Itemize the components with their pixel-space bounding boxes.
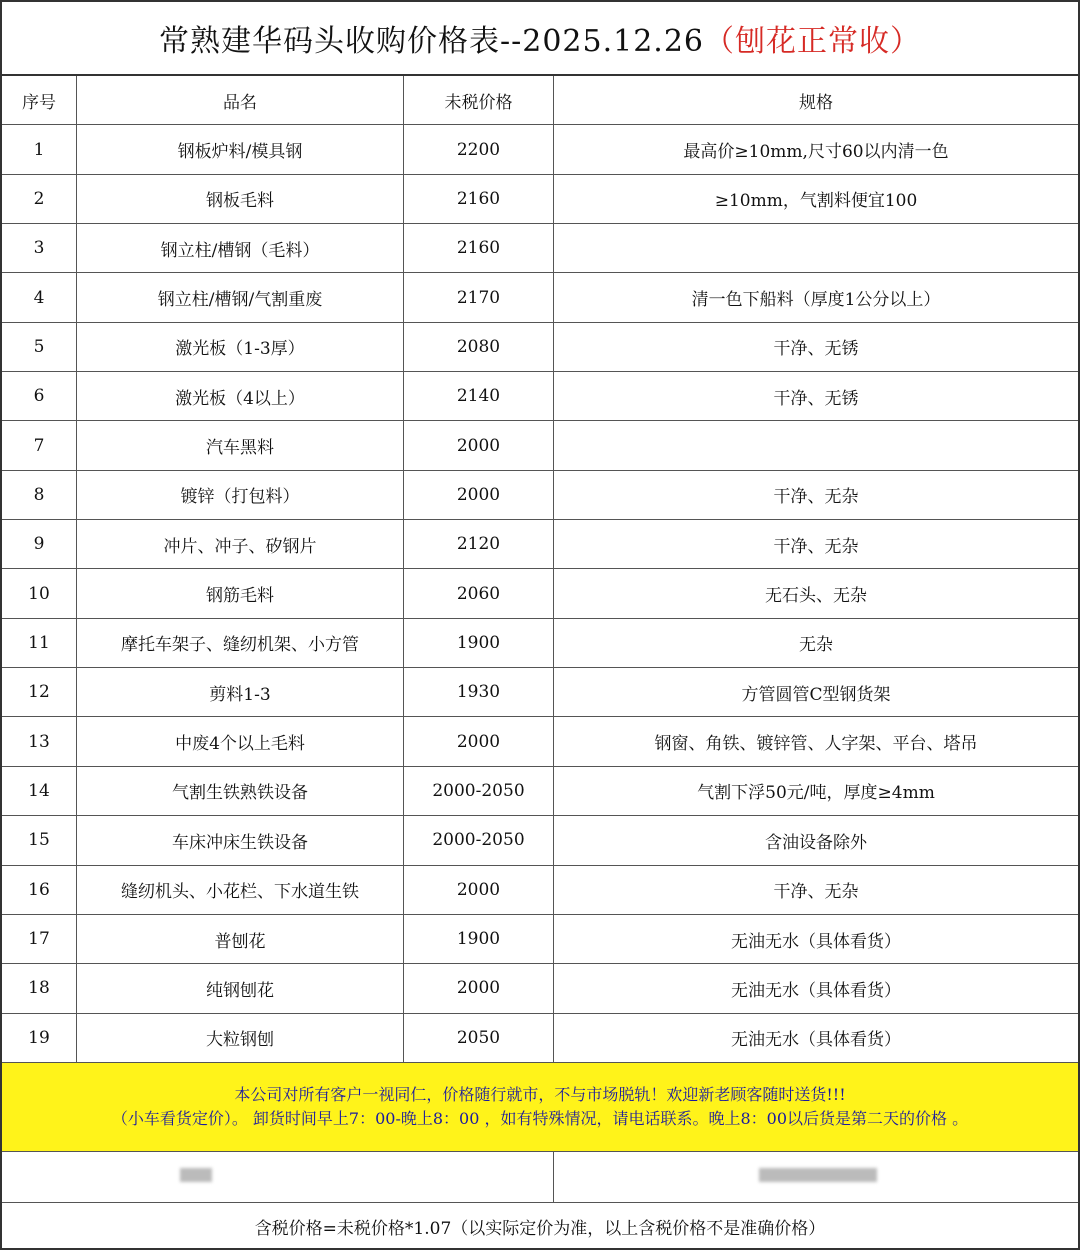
row-price: 2000: [404, 471, 554, 519]
row-price: 2050: [404, 1014, 554, 1062]
row-price: 2200: [404, 125, 554, 173]
table-row: [2, 421, 1078, 470]
row-spec: ≥10mm，气割料便宜100: [714, 191, 918, 212]
row-no: 5: [2, 323, 77, 371]
row-no: 7: [2, 421, 77, 469]
row-spec: 清一色下船料（厚度1公分以上）: [691, 290, 941, 311]
row-name: 摩托车架子、缝纫机架、小方管: [77, 619, 404, 667]
row-no: 11: [2, 619, 77, 667]
table-row: [2, 323, 1078, 372]
row-name: 钢立柱/槽钢/气割重废: [77, 273, 404, 321]
row-spec: 干净、无锈: [773, 388, 859, 409]
table-row: [2, 471, 1078, 520]
row-name: 汽车黑料: [77, 421, 404, 469]
table-row: [2, 717, 1078, 766]
row-price: 2140: [404, 372, 554, 420]
row-no: 13: [2, 717, 77, 765]
row-name: 纯钢刨花: [77, 964, 404, 1012]
notice-banner: [2, 1063, 1078, 1152]
row-name: 镀锌（打包料）: [77, 471, 404, 519]
row-spec: 含油设备除外: [765, 832, 867, 853]
row-name: 大粒钢刨: [77, 1014, 404, 1062]
table-row: [2, 619, 1078, 668]
table-header: [2, 76, 1078, 125]
title-main: 常熟建华码头收购价格表--2025.12.26: [158, 24, 705, 59]
row-no: 9: [2, 520, 77, 568]
table-row: [2, 915, 1078, 964]
contact-left: [2, 1152, 554, 1202]
row-spec: 无油无水（具体看货）: [731, 931, 901, 952]
table-row: [2, 520, 1078, 569]
row-name: 钢筋毛料: [77, 569, 404, 617]
row-name: 气割生铁熟铁设备: [77, 767, 404, 815]
row-name: 缝纫机头、小花栏、下水道生铁: [77, 866, 404, 914]
table-body: [2, 125, 1078, 1063]
row-spec: 无油无水（具体看货）: [731, 1030, 901, 1051]
row-name: 钢板炉料/模具钢: [77, 125, 404, 173]
table-row: [2, 1014, 1078, 1063]
table-row: [2, 175, 1078, 224]
row-price: 2160: [404, 224, 554, 272]
row-spec: 方管圆管C型钢货架: [741, 684, 891, 705]
row-spec: 干净、无锈: [773, 339, 859, 360]
row-spec: 干净、无杂: [773, 882, 859, 903]
row-name: 钢板毛料: [77, 175, 404, 223]
row-no: 6: [2, 372, 77, 420]
header-price: 未税价格: [404, 76, 554, 124]
table-row: [2, 125, 1078, 174]
table-row: [2, 372, 1078, 421]
row-spec: 气割下浮50元/吨，厚度≥4mm: [697, 783, 935, 804]
tax-note: 含税价格=未税价格*1.07（以实际定价为准，以上含税价格不是准确价格）: [254, 1219, 826, 1240]
page-title: [2, 2, 1078, 76]
title-note: （刨花正常收）: [704, 24, 922, 59]
row-price: 2000: [404, 866, 554, 914]
table-row: [2, 767, 1078, 816]
header-no: 序号: [2, 76, 77, 124]
row-spec: 钢窗、角铁、镀锌管、人字架、平台、塔吊: [654, 734, 978, 755]
contact-right: [554, 1152, 1078, 1202]
row-no: 3: [2, 224, 77, 272]
row-no: 16: [2, 866, 77, 914]
row-no: 12: [2, 668, 77, 716]
contact-row: [2, 1152, 1078, 1203]
row-no: 8: [2, 471, 77, 519]
row-price: 2000: [404, 964, 554, 1012]
row-no: 17: [2, 915, 77, 963]
row-no: 10: [2, 569, 77, 617]
table-row: [2, 224, 1078, 273]
header-spec: 规格: [799, 92, 833, 113]
table-row: [2, 964, 1078, 1013]
redacted-contact-left: [180, 1168, 212, 1182]
row-no: 18: [2, 964, 77, 1012]
row-price: 2080: [404, 323, 554, 371]
row-price: 2000-2050: [404, 816, 554, 864]
row-price: 2000: [404, 717, 554, 765]
row-spec: [554, 224, 1078, 272]
row-spec: [554, 421, 1078, 469]
row-price: 1900: [404, 915, 554, 963]
row-spec: 无杂: [799, 635, 833, 656]
row-price: 2000-2050: [404, 767, 554, 815]
row-name: 剪料1-3: [77, 668, 404, 716]
row-spec: 干净、无杂: [773, 487, 859, 508]
table-row: [2, 273, 1078, 322]
row-no: 4: [2, 273, 77, 321]
table-row: [2, 866, 1078, 915]
row-name: 激光板（4以上）: [77, 372, 404, 420]
notice-line-2: （小车看货定价）。 卸货时间早上7：00-晚上8：00 ，如有特殊情况，请电话联系。晚上8：00以后货是第二天的价格 。: [111, 1108, 969, 1128]
row-name: 钢立柱/槽钢（毛料）: [77, 224, 404, 272]
row-spec: 无石头、无杂: [765, 586, 867, 607]
row-price: 2120: [404, 520, 554, 568]
table-row: [2, 816, 1078, 865]
row-name: 普刨花: [77, 915, 404, 963]
row-price: 2060: [404, 569, 554, 617]
redacted-contact-right: [759, 1168, 877, 1182]
notice-line-1: 本公司对所有客户一视同仁，价格随行就市，不与市场脱轨！欢迎新老顾客随时送货!!!: [234, 1084, 846, 1104]
row-name: 中废4个以上毛料: [77, 717, 404, 765]
row-spec: 干净、无杂: [773, 536, 859, 557]
row-name: 车床冲床生铁设备: [77, 816, 404, 864]
row-spec: 无油无水（具体看货）: [731, 980, 901, 1001]
row-name: 激光板（1-3厚）: [77, 323, 404, 371]
row-no: 19: [2, 1014, 77, 1062]
row-spec: 最高价≥10mm,尺寸60以内清一色: [683, 142, 949, 163]
row-no: 1: [2, 125, 77, 173]
row-price: 1930: [404, 668, 554, 716]
table-row: [2, 668, 1078, 717]
header-name: 品名: [77, 76, 404, 124]
row-no: 2: [2, 175, 77, 223]
row-price: 2160: [404, 175, 554, 223]
row-name: 冲片、冲子、矽钢片: [77, 520, 404, 568]
row-price: 1900: [404, 619, 554, 667]
row-no: 14: [2, 767, 77, 815]
row-price: 2170: [404, 273, 554, 321]
row-no: 15: [2, 816, 77, 864]
row-price: 2000: [404, 421, 554, 469]
table-row: [2, 569, 1078, 618]
